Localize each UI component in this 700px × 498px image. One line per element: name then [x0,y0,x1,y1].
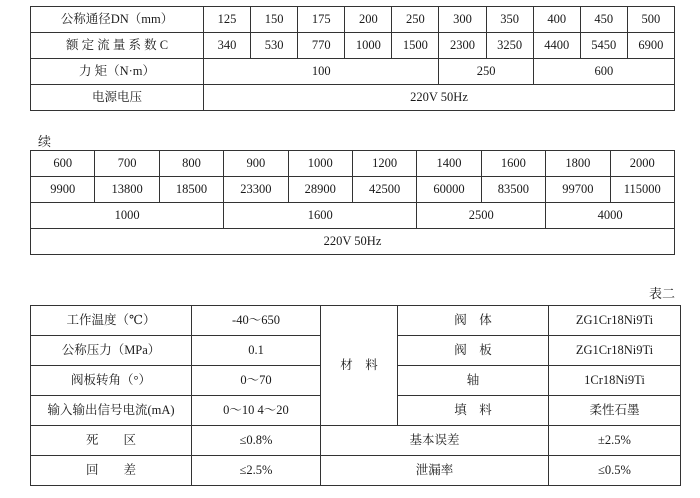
table-cell: 150 [251,7,298,33]
param-label-return-difference: 回 差 [31,456,192,486]
row-label-torque: 力 矩（N·m） [31,59,204,85]
torque-value: 100 [204,59,439,85]
material-label-packing: 填 料 [398,396,549,426]
table-row [31,426,681,456]
material-group-label: 材 料 [321,306,398,426]
table-row [31,59,675,85]
table-cell: 4400 [533,33,580,59]
parameters-table [30,305,681,486]
table-cell: 18500 [159,177,223,203]
table-cell: 83500 [481,177,545,203]
param-label-working-temperature: 工作温度（℃） [31,306,192,336]
param-value-rotation-angle: 0～70 [192,366,321,396]
table-cell: 250 [392,7,439,33]
table-row [31,7,675,33]
table-row [31,456,681,486]
power-supply-value: 220V 50Hz [204,85,675,111]
table-cell: 1500 [392,33,439,59]
table-cell: 800 [159,151,223,177]
table-cell: 9900 [31,177,95,203]
param-label-leakage-rate: 泄漏率 [321,456,549,486]
param-label-nominal-pressure: 公称压力（MPa） [31,336,192,366]
param-value-basic-error: ±2.5% [549,426,681,456]
table-cell: 1000 [288,151,352,177]
torque-value: 1000 [31,203,224,229]
param-label-rotation-angle: 阀板转角（°） [31,366,192,396]
table-cell: 1000 [345,33,392,59]
material-value-valve-body: ZG1Cr18Ni9Ti [549,306,681,336]
table-cell: 42500 [352,177,416,203]
table-cell: 6900 [627,33,674,59]
specs-table-one [30,6,675,111]
material-label-valve-body: 阀 体 [398,306,549,336]
table-cell: 115000 [610,177,674,203]
table-cell: 125 [204,7,251,33]
table-cell: 60000 [417,177,481,203]
specs-table-two [30,150,675,255]
table-cell: 1600 [481,151,545,177]
table-cell: 450 [580,7,627,33]
table-cell: 2000 [610,151,674,177]
material-value-packing: 柔性石墨 [549,396,681,426]
table-cell: 340 [204,33,251,59]
table-cell: 500 [627,7,674,33]
material-label-shaft: 轴 [398,366,549,396]
table-cell: 23300 [224,177,288,203]
continued-label: 续 [38,134,52,149]
table-row [31,203,675,229]
param-value-signal-current: 0～10 4～20 [192,396,321,426]
param-label-basic-error: 基本误差 [321,426,549,456]
torque-value: 1600 [224,203,417,229]
torque-value: 600 [533,59,674,85]
table-cell: 770 [298,33,345,59]
table-two-caption: 表二 [648,286,675,301]
param-label-dead-zone: 死 区 [31,426,192,456]
table-cell: 200 [345,7,392,33]
table-row [31,306,681,336]
table-cell: 99700 [546,177,610,203]
param-value-leakage-rate: ≤0.5% [549,456,681,486]
param-label-signal-current: 输入输出信号电流(mA) [31,396,192,426]
table-cell: 28900 [288,177,352,203]
table-cell: 1800 [546,151,610,177]
row-label-flow-coefficient: 额 定 流 量 系 数 C [31,33,204,59]
param-value-working-temperature: -40～650 [192,306,321,336]
table-row [31,229,675,255]
table-row [31,33,675,59]
table-row [31,85,675,111]
row-label-power-supply: 电源电压 [31,85,204,111]
param-value-return-difference: ≤2.5% [192,456,321,486]
table-cell: 900 [224,151,288,177]
table-cell: 2300 [439,33,486,59]
table-cell: 350 [486,7,533,33]
table-row [31,151,675,177]
torque-value: 2500 [417,203,546,229]
param-value-dead-zone: ≤0.8% [192,426,321,456]
material-value-valve-plate: ZG1Cr18Ni9Ti [549,336,681,366]
torque-value: 4000 [546,203,675,229]
material-label-valve-plate: 阀 板 [398,336,549,366]
table-cell: 3250 [486,33,533,59]
row-label-nominal-diameter: 公称通径DN（mm） [31,7,204,33]
param-value-nominal-pressure: 0.1 [192,336,321,366]
table-cell: 400 [533,7,580,33]
table-cell: 175 [298,7,345,33]
table-cell: 5450 [580,33,627,59]
table-cell: 13800 [95,177,159,203]
torque-value: 250 [439,59,533,85]
table-row [31,177,675,203]
material-value-shaft: 1Cr18Ni9Ti [549,366,681,396]
table-cell: 1200 [352,151,416,177]
table-cell: 700 [95,151,159,177]
table-cell: 1400 [417,151,481,177]
table-cell: 600 [31,151,95,177]
power-supply-value: 220V 50Hz [31,229,675,255]
table-cell: 300 [439,7,486,33]
table-cell: 530 [251,33,298,59]
